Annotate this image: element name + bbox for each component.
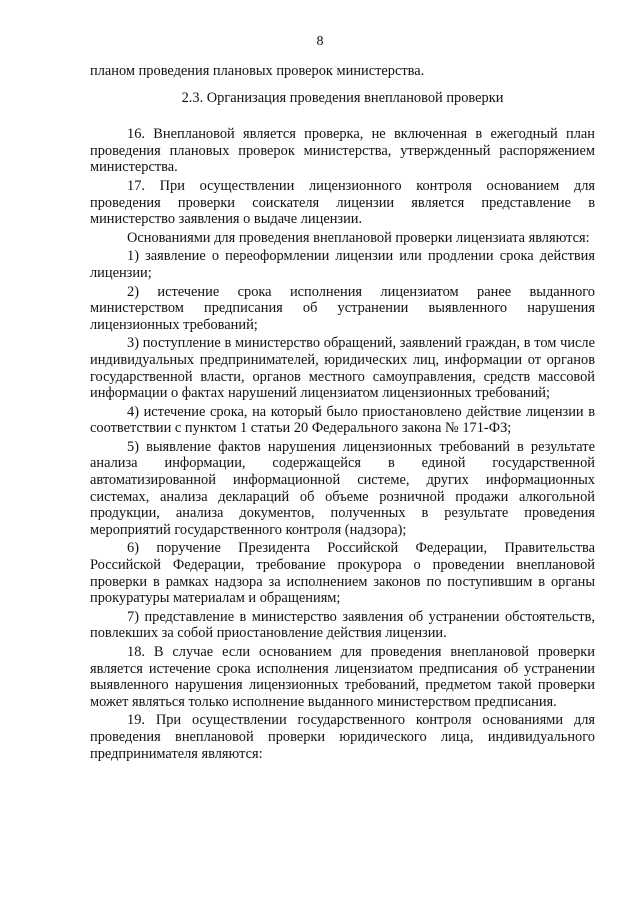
paragraph-18: 18. В случае если основанием для проведения внеплановой проверки является истечение срока исполнения лицензиатом предписания об устранении выявленного нарушения лицензионных требований, предметом такой проверки может являться только исполнение выданного министерством предписания. [90, 644, 595, 710]
paragraph-grounds-intro: Основаниями для проведения внеплановой проверки лицензиата являются: [127, 229, 590, 246]
paragraph-16: 16. Внеплановой является проверка, не включенная в ежегодный план проведения плановых проверок министерства, утвержденный распоряжением министерства. [90, 126, 595, 176]
list-item-1: 1) заявление о переоформлении лицензии или продлении срока действия лицензии; [90, 248, 595, 281]
continuation-paragraph: планом проведения плановых проверок министерства. [90, 63, 425, 79]
list-item-2: 2) истечение срока исполнения лицензиатом ранее выданного министерством предписания об устранении выявленного нарушения лицензионных требований; [90, 283, 595, 333]
list-item-5: 5) выявление фактов нарушения лицензионных требований в результате анализа информации, содержащейся в единой государственной автоматизированной информационной системе, других информационных системах, анализа деклараций об объеме розничной продажи алкогольной продукции, анализа документов, полученных в результате проведения мероприятий государственного контроля (надзора); [90, 438, 595, 538]
paragraph-19: 19. При осуществлении государственного контроля основаниями для проведения внеплановой проверки юридического лица, индивидуального предпринимателя являются: [90, 712, 595, 762]
list-item-4: 4) истечение срока, на который было приостановлено действие лицензии в соответствии с пунктом 1 статьи 20 Федерального закона № 171-ФЗ; [90, 403, 595, 437]
page-body [90, 63, 595, 764]
list-item-6: 6) поручение Президента Российской Федерации, Правительства Российской Федерации, требование прокурора о проведении внеплановой проверки в рамках надзора за исполнением законов по поступившим в органы прокуратуры материалам и обращениям; [90, 540, 595, 607]
paragraph-17: 17. При осуществлении лицензионного контроля основанием для проведения проверки соискателя лицензии является представление в министерство заявления о выдаче лицензии. [90, 177, 595, 228]
section-heading: 2.3. Организация проведения внеплановой проверки [181, 89, 504, 106]
list-item-7: 7) представление в министерство заявления об устранении обстоятельств, повлекших за собой приостановление действия лицензии. [90, 608, 595, 642]
list-item-3: 3) поступление в министерство обращений, заявлений граждан, в том числе индивидуальных предпринимателей, юридических лиц, информации от органов государственной власти, органов местного самоуправления, средств массовой информации о фактах нарушений лицензиатом лицензионных требований; [90, 335, 595, 402]
page-number: 8 [316, 34, 324, 49]
